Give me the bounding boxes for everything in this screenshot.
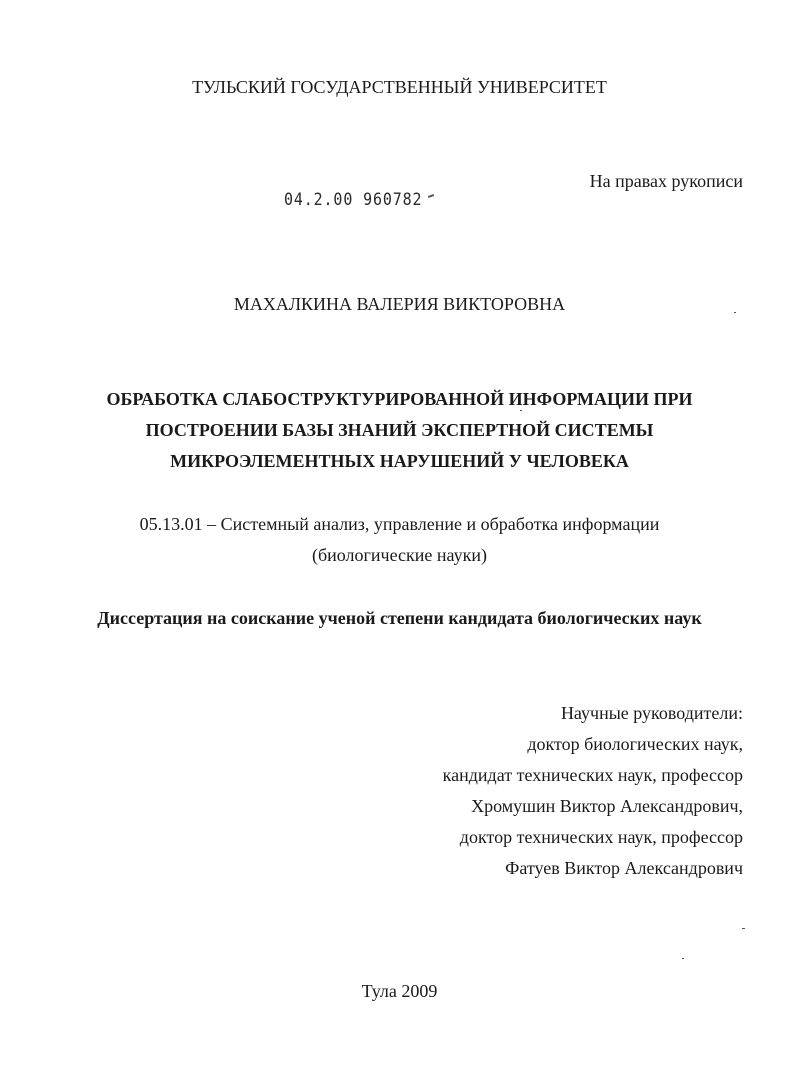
supervisor-line: доктор технических наук, профессор [459, 827, 743, 847]
scan-speck [734, 312, 736, 313]
place-year: Тула 2009 [361, 981, 438, 1001]
supervisor-line: Хромушин Виктор Александрович, [471, 796, 743, 816]
scan-speck [520, 410, 522, 411]
registration-stamp: 04.2.00 960782 [284, 190, 423, 210]
author-name: МАХАЛКИНА ВАЛЕРИЯ ВИКТОРОВНА [233, 294, 566, 314]
title-line-3: МИКРОЭЛЕМЕНТНЫХ НАРУШЕНИЙ У ЧЕЛОВЕКА [170, 451, 629, 471]
scan-speck [682, 958, 684, 959]
supervisors-heading: Научные руководители: [560, 703, 743, 723]
scan-speck [742, 928, 745, 929]
title-line-1: ОБРАБОТКА СЛАБОСТРУКТУРИРОВАННОЙ ИНФОРМАЦИИ ПРИ [106, 389, 693, 409]
supervisor-line: кандидат технических наук, профессор [442, 765, 743, 785]
specialty-code: 05.13.01 – Системный анализ, управление и обработка информации [139, 514, 660, 534]
manuscript-rights-note: На правах рукописи [589, 171, 743, 191]
university-name: ТУЛЬСКИЙ ГОСУДАРСТВЕННЫЙ УНИВЕРСИТЕТ [192, 77, 607, 97]
scan-speck [428, 194, 434, 198]
dissertation-degree: Диссертация на соискание ученой степени кандидата биологических наук [97, 608, 702, 628]
supervisor-line: доктор биологических наук, [527, 734, 743, 754]
supervisor-line: Фатуев Виктор Александрович [505, 858, 743, 878]
title-line-2: ПОСТРОЕНИИ БАЗЫ ЗНАНИЙ ЭКСПЕРТНОЙ СИСТЕМЫ [145, 420, 654, 440]
specialty-field: (биологические науки) [312, 545, 487, 565]
